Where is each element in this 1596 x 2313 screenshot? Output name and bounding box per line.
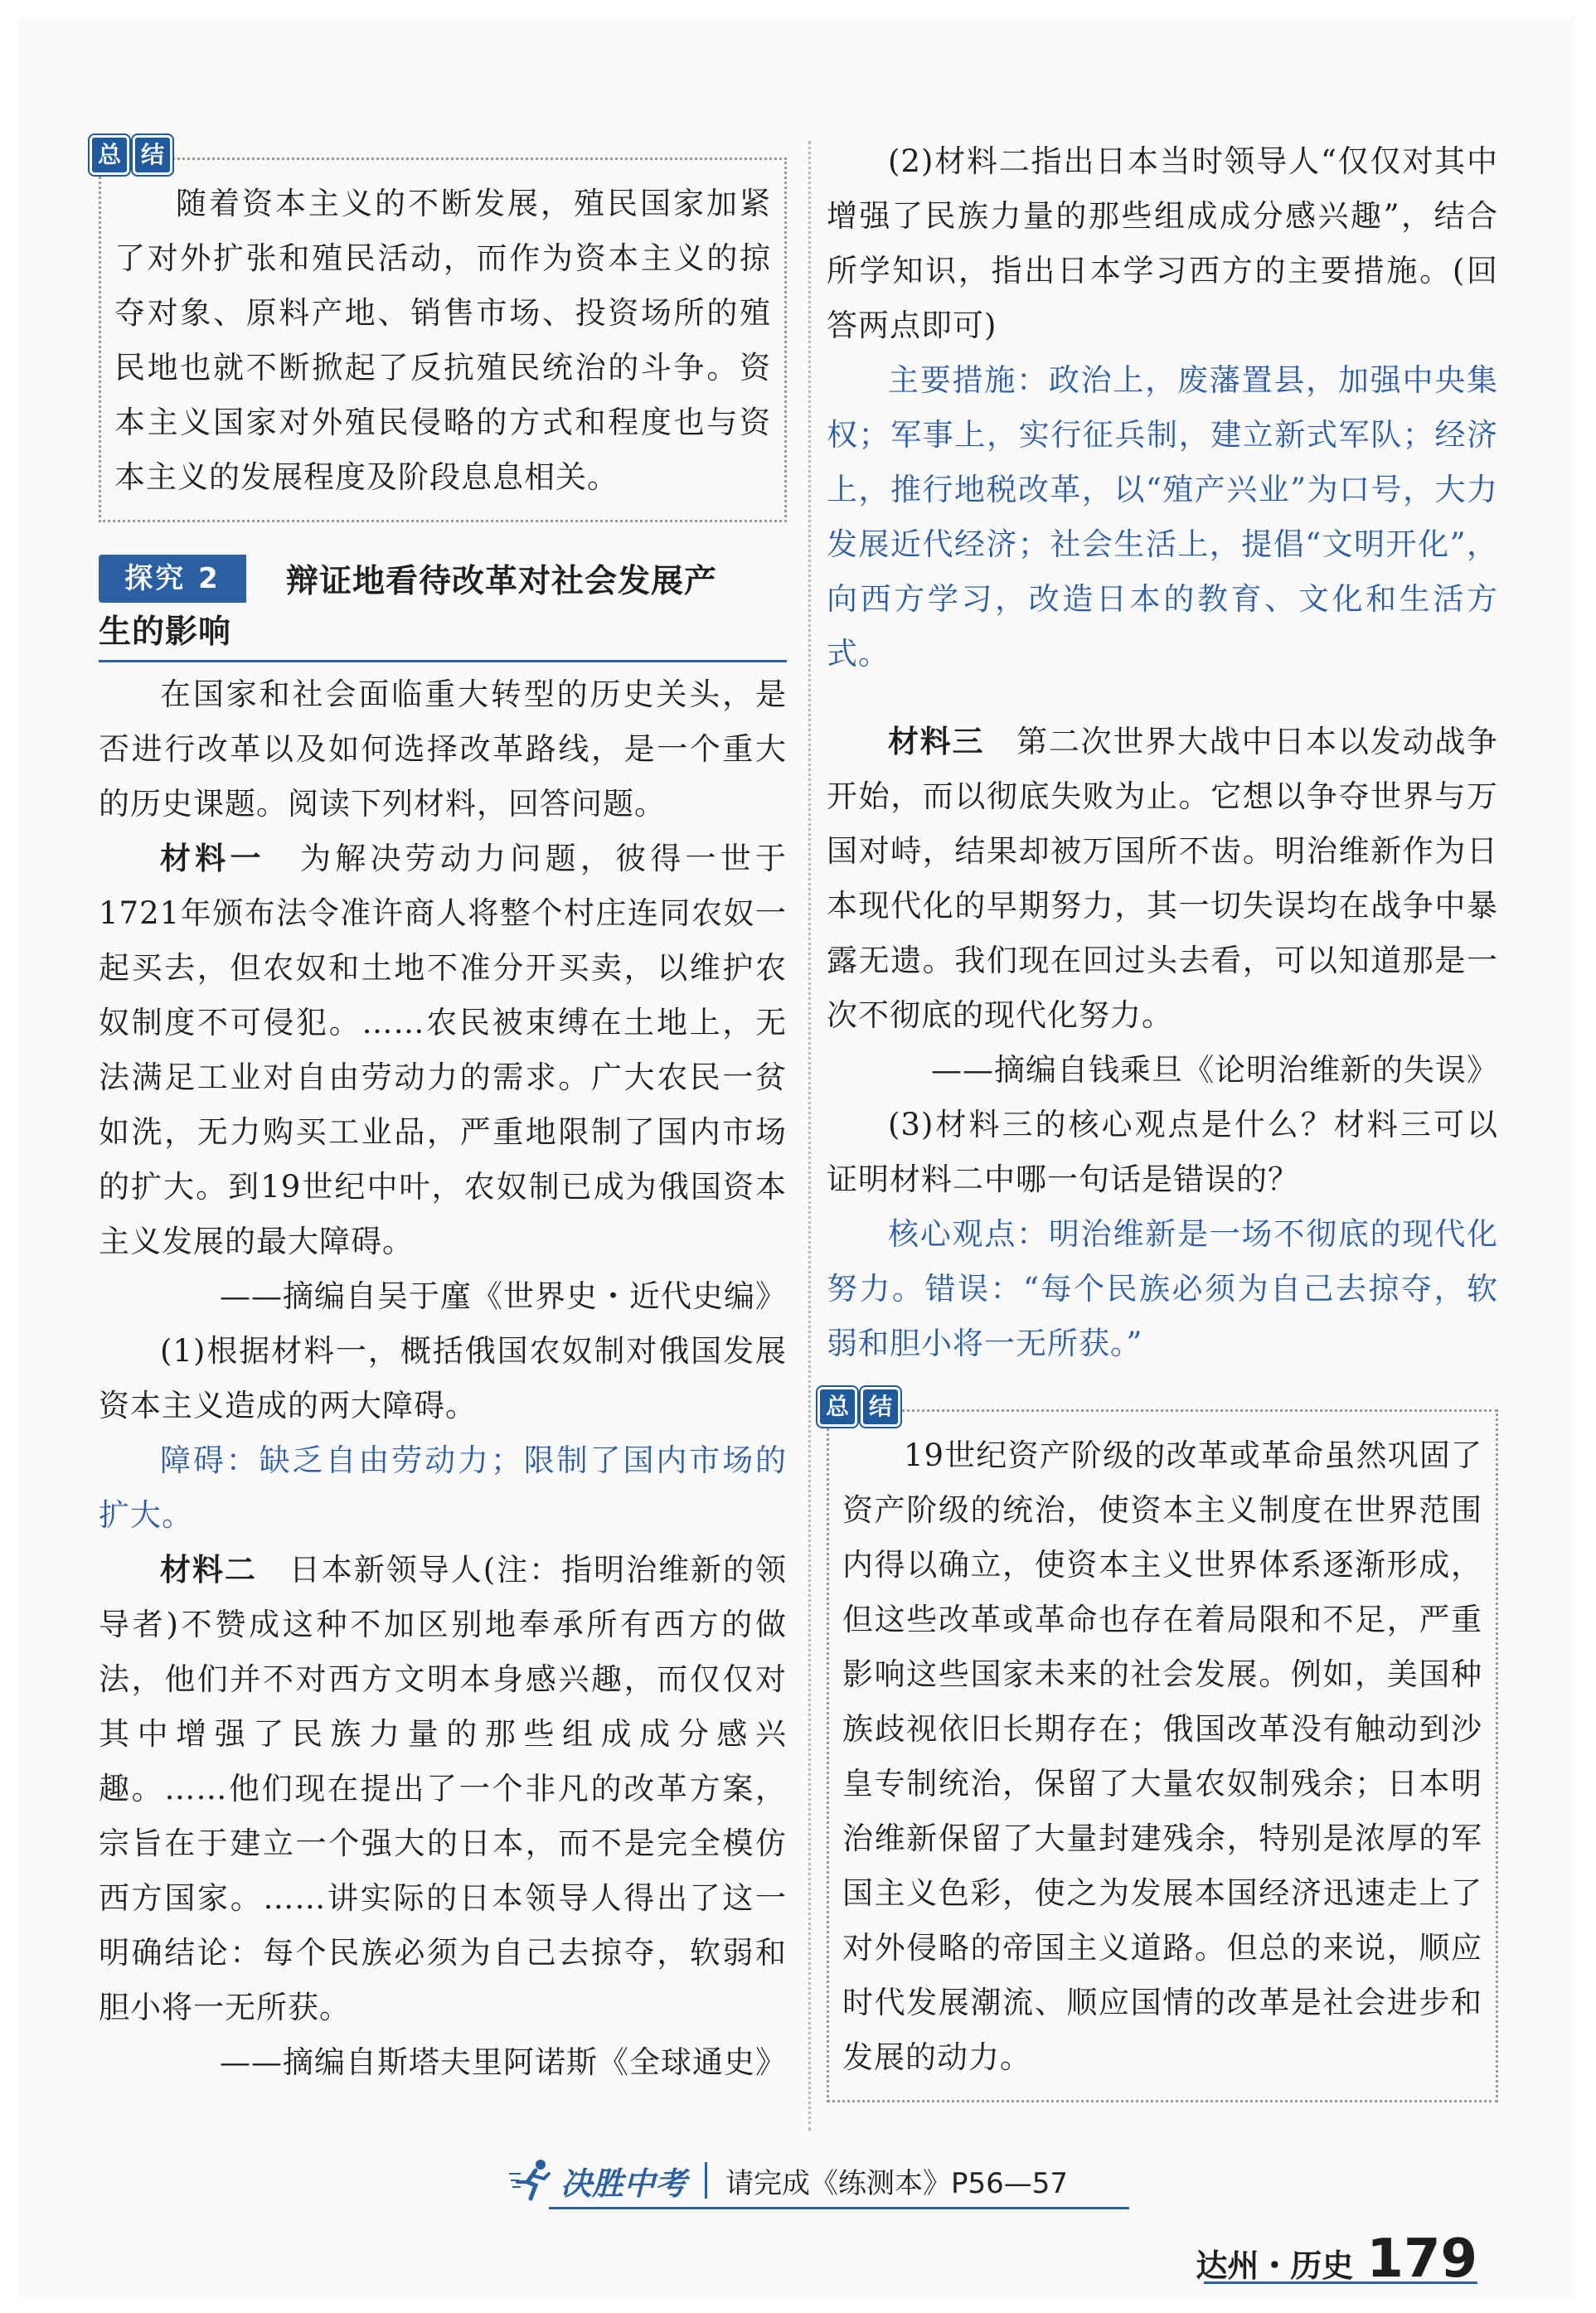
- material-label: 材料二: [160, 1552, 257, 1588]
- material-2: [99, 1543, 787, 2035]
- summary-box: [825, 1393, 1498, 2102]
- footer-logo: 决胜中考: [560, 2165, 687, 2202]
- summary-box: [97, 141, 787, 522]
- material-source: ——摘编自斯塔夫里阿诺斯《全球通史》: [220, 2044, 787, 2080]
- page-number: 179: [1366, 2228, 1477, 2290]
- material-label: 材料一: [160, 841, 265, 876]
- intro-paragraph: 在国家和社会面临重大转型的历史关头，是否进行改革以及如何选择改革路线，是一个重大的历史课题。阅读下列材料，回答问题。: [99, 676, 787, 822]
- material-label: 材料三: [888, 724, 985, 759]
- answer-1: 障碍：缺乏自由劳动力；限制了国内市场的扩大。: [99, 1443, 787, 1533]
- page-region: 达州・历史: [1196, 2248, 1354, 2284]
- column-divider: [808, 141, 811, 2131]
- summary-badge-char: 总: [817, 1387, 857, 1427]
- explore-heading: [99, 552, 787, 662]
- page: [18, 17, 1575, 2296]
- footer-practice-text: 请完成《练测本》P56—57: [725, 2166, 1069, 2200]
- explore-tag: 探究 2: [99, 555, 246, 603]
- right-column: [827, 134, 1498, 2102]
- material-source: ——摘编自钱乘旦《论明治维新的失误》: [931, 1052, 1498, 1088]
- explore-title: 辩证地看待改革对社会发展产: [286, 563, 718, 600]
- footer-underline: [549, 2207, 1129, 2209]
- explore-title-continued: 生的影响: [99, 613, 232, 651]
- material-text: 日本新领导人(注：指明治维新的领导者)不赞成这种不加区别地奉承所有西方的做法，他们并不对西方文明本身感兴趣，而仅仅对其中增强了民族力量的那些组成成分感兴趣。……他们现在提出了一个非凡的改革方案，宗旨在于建立一个强大的日本，而不是完全模仿西方国家。……讲实际的日本领导人得出了这一明确结论：每个民族必须为自己去掠夺，软弱和胆小将一无所获。: [99, 1552, 788, 2025]
- summary-badge-char: 总: [90, 135, 129, 175]
- summary-text: 19世纪资产阶级的改革或革命虽然巩固了资产阶级的统治，使资本主义制度在世界范围内得以确立，使资本主义世界体系逐渐形成，但这些改革或革命也存在着局限和不足，严重影响这些国家未来的社会发展。例如，美国种族歧视依旧长期存在；俄国改革没有触动到沙皇专制统治，保留了大量农奴制残余；日本明治维新保留了大量封建残余，特别是浓厚的军国主义色彩，使之为发展本国经济迅速走上了对外侵略的帝国主义道路。但总的来说，顺应时代发展潮流、顺应国情的改革是社会进步和发展的动力。: [842, 1438, 1482, 2075]
- material-1: [99, 832, 787, 1269]
- page-footer-underline: [1204, 2281, 1477, 2284]
- question-3: (3)材料三的核心观点是什么？材料三可以证明材料二中哪一句话是错误的？: [827, 1107, 1498, 1197]
- practice-footer: [507, 2155, 1138, 2205]
- summary-badge-char: 结: [861, 1387, 900, 1427]
- material-3: [827, 715, 1498, 1043]
- summary-badge-char: 结: [133, 135, 172, 175]
- question-1: (1)根据材料一，概括俄国农奴制对俄国发展资本主义造成的两大障碍。: [99, 1333, 787, 1423]
- material-text: 为解决劳动力问题，彼得一世于1721年颁布法令准许商人将整个村庄连同农奴一起买去，但农奴和土地不准分开买卖，以维护农奴制度不可侵犯。……农民被束缚在土地上，无法满足工业对自由劳动力的需求。广大农民一贫如洗，无力购买工业品，严重地限制了国内市场的扩大。到19世纪中叶，农奴制已成为俄国资本主义发展的最大障碍。: [99, 841, 788, 1259]
- answer-3: 核心观点：明治维新是一场不彻底的现代化努力。错误：“每个民族必须为自己去掠夺，软弱和胆小将一无所获。”: [827, 1216, 1498, 1361]
- material-source: ——摘编自吴于廑《世界史・近代史编》: [220, 1278, 787, 1314]
- summary-badge: [90, 135, 172, 175]
- question-2: (2)材料二指出日本当时领导人“仅仅对其中增强了民族力量的那些组成成分感兴趣”，结合所学知识，指出日本学习西方的主要措施。(回答两点即可): [827, 143, 1498, 343]
- answer-2: 主要措施：政治上，废藩置县，加强中央集权；军事上，实行征兵制，建立新式军队；经济上，推行地税改革，以“殖产兴业”为口号，大力发展近代经济；社会生活上，提倡“文明开化”，向西方学习，改造日本的教育、文化和生活方式。: [827, 362, 1498, 672]
- footer-separator: [705, 2162, 707, 2199]
- left-column: [99, 134, 787, 2090]
- runner-icon: [507, 2157, 557, 2204]
- summary-badge: [817, 1387, 900, 1427]
- page-footer: [1196, 2228, 1477, 2290]
- summary-text: 随着资本主义的不断发展，殖民国家加紧了对外扩张和殖民活动，而作为资本主义的掠夺对象、原料产地、销售市场、投资场所的殖民地也就不断掀起了反抗殖民统治的斗争。资本主义国家对外殖民侵略的方式和程度也与资本主义的发展程度及阶段息息相关。: [114, 186, 771, 495]
- material-text: 第二次世界大战中日本以发动战争开始，而以彻底失败为止。它想以争夺世界与万国对峙，结果却被万国所不齿。明治维新作为日本现代化的早期努力，其一切失误均在战争中暴露无遗。我们现在回过头去看，可以知道那是一次不彻底的现代化努力。: [827, 724, 1499, 1033]
